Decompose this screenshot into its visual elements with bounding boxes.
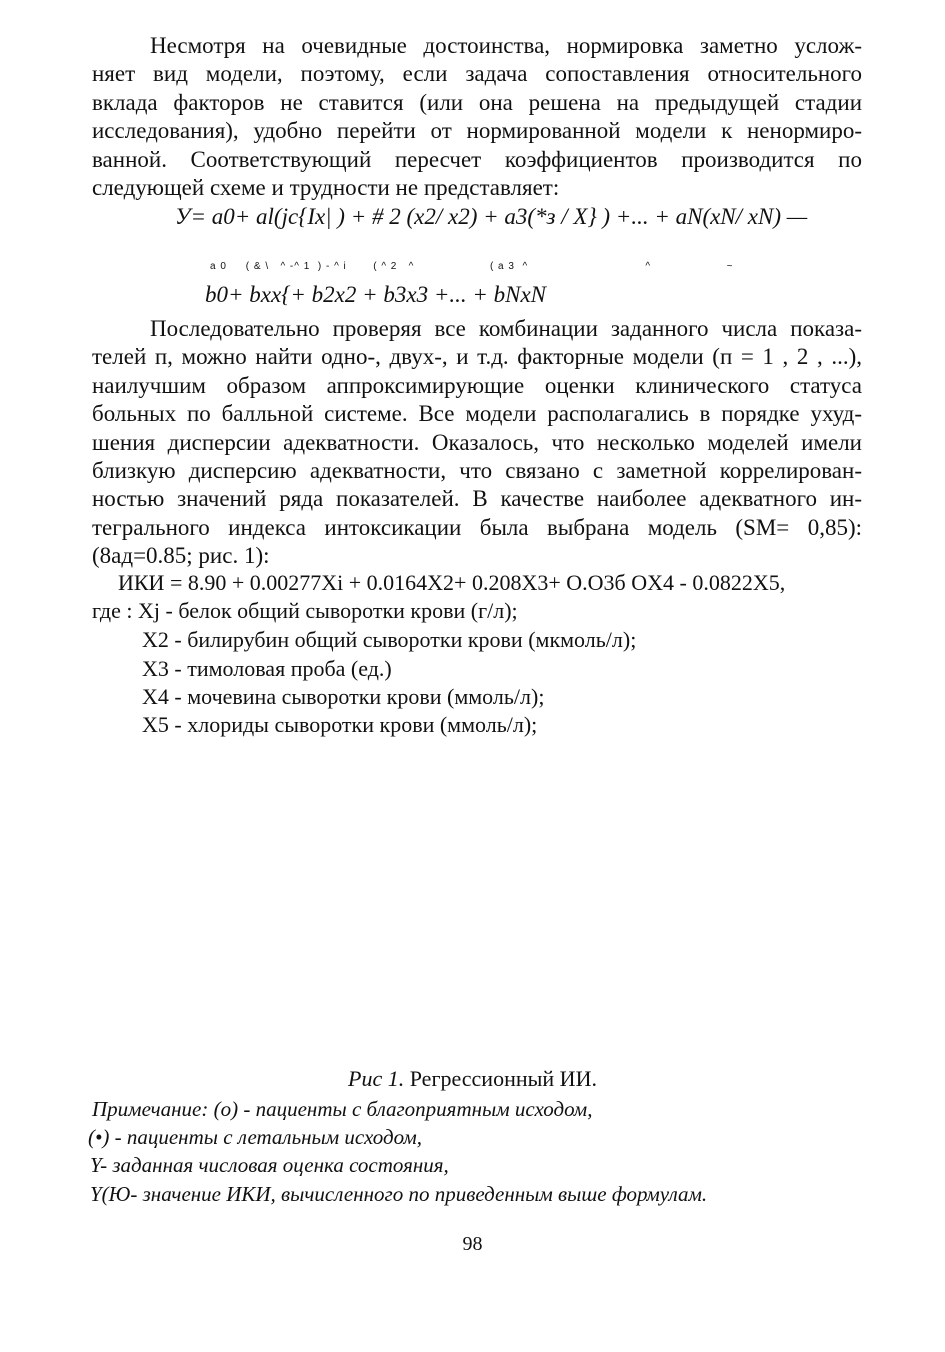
figure-caption (0, 1066, 945, 1092)
text-line: (8ад=0.85; рис. 1): (92, 543, 270, 569)
text-line: Последовательно проверяя все комбинации заданного числа показа- (150, 316, 862, 341)
text-line: исследования), удобно перейти от нормированной модели к ненормиро- (92, 118, 862, 144)
variable-definition: X2 - билирубин общий сыворотки крови (мкмоль/л); (142, 627, 637, 652)
formula-unnormalized: b0+ bxx{+ b2x2 + b3x3 +... + bNxN (205, 282, 547, 307)
variable-definition: X5 - хлориды сыворотки крови (ммоль/л); (142, 712, 538, 737)
text-line: Несмотря на очевидные достоинства, нормировка заметно услож- (150, 33, 862, 58)
figure-note: Примечание: (о) - пациенты с благоприятным исходом, (92, 1097, 593, 1121)
paragraph-models (92, 315, 862, 571)
text-line: ванной. Соответствующий пересчет коэффициентов производится по (92, 146, 862, 172)
regression-equation: ИКИ = 8.90 + 0.00277Xi + 0.0164X2+ 0.208X3+ O.O3б OX4 - 0.0822X5, (118, 570, 786, 595)
variable-definition: X3 - тимоловая проба (ед.) (142, 656, 392, 681)
text-line: ностью значений ряда показателей. В качестве наиболее адекватного ин- (92, 486, 862, 512)
text-line: близкую дисперсию адекватности, что связано с заметной коррелирован- (92, 458, 862, 484)
formula-normalized: У= a0+ al(jc{Ix| ) + # 2 (x2/ x2) + a3(*з / X} ) +... + aN(xN/ xN) — (175, 204, 808, 229)
variable-definition: X4 - мочевина сыворотки крови (ммоль/л); (142, 684, 545, 709)
text-line: вклада факторов не ставится (или она решена на предыдущей стадии (92, 89, 862, 115)
paragraph-intro (92, 32, 862, 202)
figure-note: (•) - пациенты с летальным исходом, (88, 1125, 422, 1149)
page-number: 98 (462, 1233, 483, 1255)
text-line: телей п, можно найти одно-, двух-, и т.д. факторные модели (п = 1 , 2 , ...), (92, 344, 862, 370)
variable-definition: где : Xj - белок общий сыворотки крови (г/л); (92, 598, 518, 623)
formula-subscripts: a 0 ( & \ ^ -^ 1 ) - ^ i ( ^ 2 ^ ( a 3 ^ ^ ~ (210, 261, 734, 272)
text-line: тегрального индекса интоксикации была выбрана модель (SM= 0,85): (92, 514, 862, 540)
text-line: наилучшим образом аппроксимирующие оценки клинического статуса (92, 372, 862, 398)
figure-note: Y- заданная числовая оценка состояния, (90, 1153, 449, 1177)
figure-title: Регрессионный ИИ. (404, 1066, 597, 1091)
text-line: следующей схеме и трудности не представляет: (92, 175, 560, 201)
text-line: няет вид модели, поэтому, если задача сопоставления относительного (92, 61, 862, 87)
figure-note: Y(Ю- значение ИКИ, вычисленного по приведенным выше формулам. (90, 1182, 708, 1206)
text-line: больных по балльной системе. Все модели располагались в порядке ухуд- (92, 401, 862, 427)
text-line: шения дисперсии адекватности. Оказалось, что несколько моделей имели (92, 429, 862, 455)
figure-label: Рис 1. (348, 1066, 405, 1091)
